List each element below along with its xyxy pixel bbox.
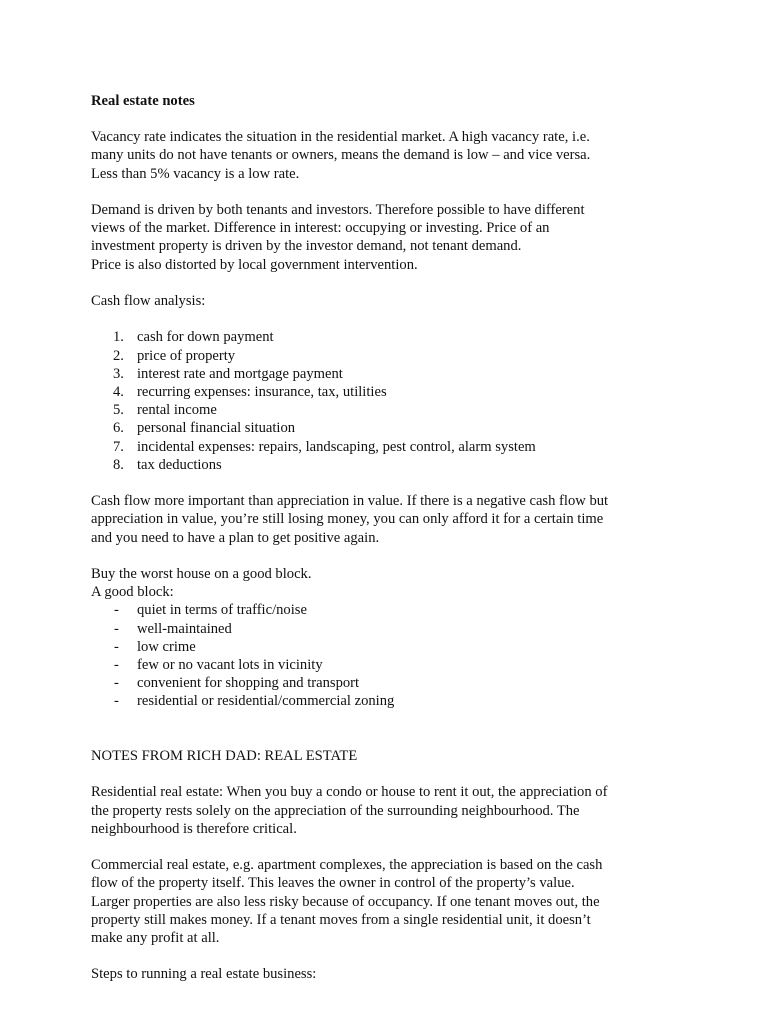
list-item-text: personal financial situation (137, 420, 296, 437)
text-line: appreciation in value, you’re still losing money, you can only afford it for a certain time (91, 511, 604, 528)
list-item (91, 638, 681, 656)
document-body (91, 92, 681, 1002)
list-number: 3. (113, 365, 124, 382)
text-line: and you need to have a plan to get positive again. (91, 529, 380, 546)
dash-bullet: - (114, 602, 119, 619)
list-item-text: well-maintained (137, 620, 232, 637)
paragraph-cash-flow (91, 492, 681, 547)
text-line: Price is also distorted by local government intervention. (91, 256, 418, 273)
list-item (91, 692, 681, 710)
list-number: 6. (113, 420, 124, 437)
list-item-text: low crime (137, 638, 196, 655)
text-line: property still makes money. If a tenant moves from a single residential unit, it doesn’t (91, 911, 591, 928)
text-line: investment property is driven by the investor demand, not tenant demand. (91, 238, 522, 255)
list-item-text: rental income (137, 402, 217, 419)
list-item (91, 456, 681, 474)
list-item (91, 328, 681, 346)
good-block-section (91, 565, 681, 601)
good-block-heading: A good block: (91, 584, 174, 601)
document-title: Real estate notes (91, 93, 195, 109)
list-item-text: interest rate and mortgage payment (137, 365, 343, 382)
list-item-text: residential or residential/commercial zoning (137, 693, 395, 710)
dash-bullet: - (114, 638, 119, 655)
paragraph-residential (91, 783, 681, 838)
paragraph-commercial (91, 856, 681, 947)
text-line: make any profit at all. (91, 930, 220, 947)
steps-heading: Steps to running a real estate business: (91, 966, 317, 983)
text-line: Cash flow more important than appreciation in value. If there is a negative cash flow but (91, 493, 609, 510)
list-item-text: quiet in terms of traffic/noise (137, 602, 307, 619)
text-line: Less than 5% vacancy is a low rate. (91, 165, 300, 182)
text-line: Residential real estate: When you buy a condo or house to rent it out, the appreciation of (91, 784, 608, 801)
text-line: Commercial real estate, e.g. apartment complexes, the appreciation is based on the cash (91, 857, 603, 874)
cash-flow-list (91, 328, 681, 474)
list-item (91, 674, 681, 692)
text-line: Demand is driven by both tenants and investors. Therefore possible to have different (91, 202, 585, 218)
list-item-text: few or no vacant lots in vicinity (137, 657, 323, 674)
list-item-text: convenient for shopping and transport (137, 675, 360, 692)
paragraph-vacancy-rate (91, 128, 681, 183)
list-item-text: recurring expenses: insurance, tax, utilities (137, 384, 387, 400)
list-item (91, 383, 681, 401)
good-block-list (91, 601, 681, 710)
rich-dad-heading: NOTES FROM RICH DAD: REAL ESTATE (91, 748, 358, 765)
list-item (91, 419, 681, 437)
dash-bullet: - (114, 693, 119, 710)
text-line: Larger properties are also less risky because of occupancy. If one tenant moves out, the (91, 893, 600, 910)
text-line: the property rests solely on the appreciation of the surrounding neighbourhood. The (91, 802, 580, 819)
text-line: neighbourhood is therefore critical. (91, 820, 297, 837)
list-item (91, 656, 681, 674)
list-number: 1. (113, 329, 124, 346)
list-item-text: cash for down payment (137, 329, 274, 346)
list-item-text: incidental expenses: repairs, landscaping, pest control, alarm system (137, 438, 536, 455)
list-item (91, 601, 681, 619)
list-item (91, 347, 681, 365)
list-number: 8. (113, 456, 124, 473)
cash-flow-analysis-heading: Cash flow analysis: (91, 293, 206, 309)
dash-bullet: - (114, 675, 119, 692)
text-line: Vacancy rate indicates the situation in the residential market. A high vacancy rate, i.e. (91, 129, 590, 146)
list-item (91, 365, 681, 383)
list-item-text: tax deductions (137, 456, 222, 473)
paragraph-demand (91, 201, 681, 274)
text-line: flow of the property itself. This leaves the owner in control of the property’s value. (91, 875, 575, 892)
dash-bullet: - (114, 657, 119, 674)
list-number: 4. (113, 384, 124, 400)
worst-house-line: Buy the worst house on a good block. (91, 566, 312, 582)
list-item (91, 438, 681, 456)
text-line: views of the market. Difference in interest: occupying or investing. Price of an (91, 220, 550, 237)
list-number: 5. (113, 402, 124, 419)
text-line: many units do not have tenants or owners, means the demand is low – and vice versa. (91, 147, 591, 164)
list-item (91, 620, 681, 638)
list-item (91, 401, 681, 419)
dash-bullet: - (114, 620, 119, 637)
list-item-text: price of property (137, 347, 236, 364)
list-number: 2. (113, 347, 124, 364)
list-number: 7. (113, 438, 124, 455)
